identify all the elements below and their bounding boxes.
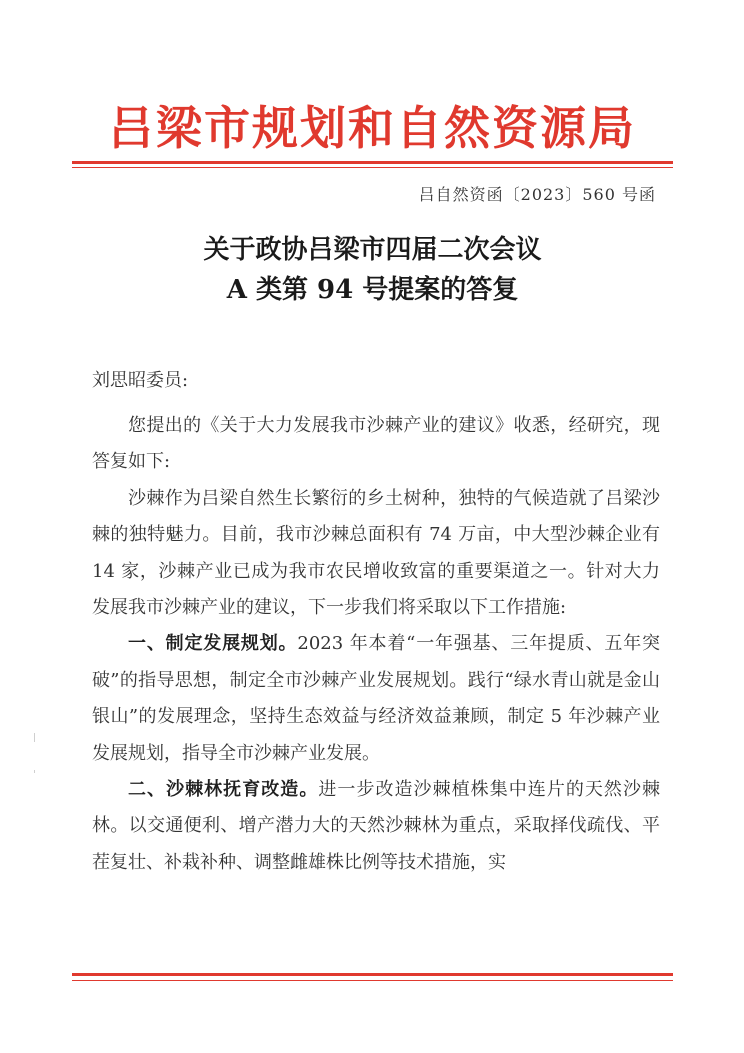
paragraph-text: 沙棘作为吕梁自然生长繁衍的乡土树种，独特的气候造就了吕梁沙棘的独特魅力。目前，我市沙棘总面积有 74 万亩，中大型沙棘企业有 14 家，沙棘产业已成为我市农民增收致富的重要渠道之一。针对大力发展我市沙棘产业的建议，下一步我们将采取以下工作措施:: [92, 487, 660, 619]
title-line-2: A 类第 94 号提案的答复: [226, 275, 519, 305]
scan-artifact: [34, 770, 35, 773]
salutation: 刘思昭委员:: [92, 370, 189, 391]
header-divider-thick: [72, 161, 673, 164]
footer-divider-thin: [72, 980, 673, 981]
header-divider-thin: [72, 167, 673, 168]
paragraph-text: 您提出的《关于大力发展我市沙棘产业的建议》收悉，经研究，现答复如下:: [92, 415, 660, 473]
document-number: 吕自然资函〔2023〕560 号函: [418, 185, 656, 204]
body-paragraph: [92, 408, 660, 481]
body-paragraph: [92, 481, 660, 627]
paragraph-text: 2023 年本着“一年强基、三年提质、五年突破”的指导思想，制定全市沙棘产业发展规划。践行“绿水青山就是金山银山”的发展理念，坚持生态效益与经济效益兼顾，制定 5 年沙棘产业发展规划，指导全市沙棘产业发展。: [92, 633, 661, 764]
paragraph-lead: 一、制定发展规划。: [128, 633, 298, 655]
body-paragraph: [92, 772, 660, 881]
document-title: [72, 230, 673, 310]
organization-header: 吕梁市规划和自然资源局: [108, 101, 636, 155]
paragraph-text: 进一步改造沙棘植株集中连片的天然沙棘林。以交通便利、增产潜力大的天然沙棘林为重点，采取择伐疏伐、平茬复壮、补栽补种、调整雌雄株比例等技术措施，实: [92, 779, 661, 873]
paragraph-lead: 二、沙棘林抚育改造。: [128, 779, 319, 801]
document-body: [92, 408, 660, 881]
title-line-1: 关于政协吕梁市四届二次会议: [203, 235, 542, 265]
scan-artifact: [34, 733, 35, 742]
footer-divider-thick: [72, 973, 673, 976]
body-paragraph: [92, 626, 660, 772]
